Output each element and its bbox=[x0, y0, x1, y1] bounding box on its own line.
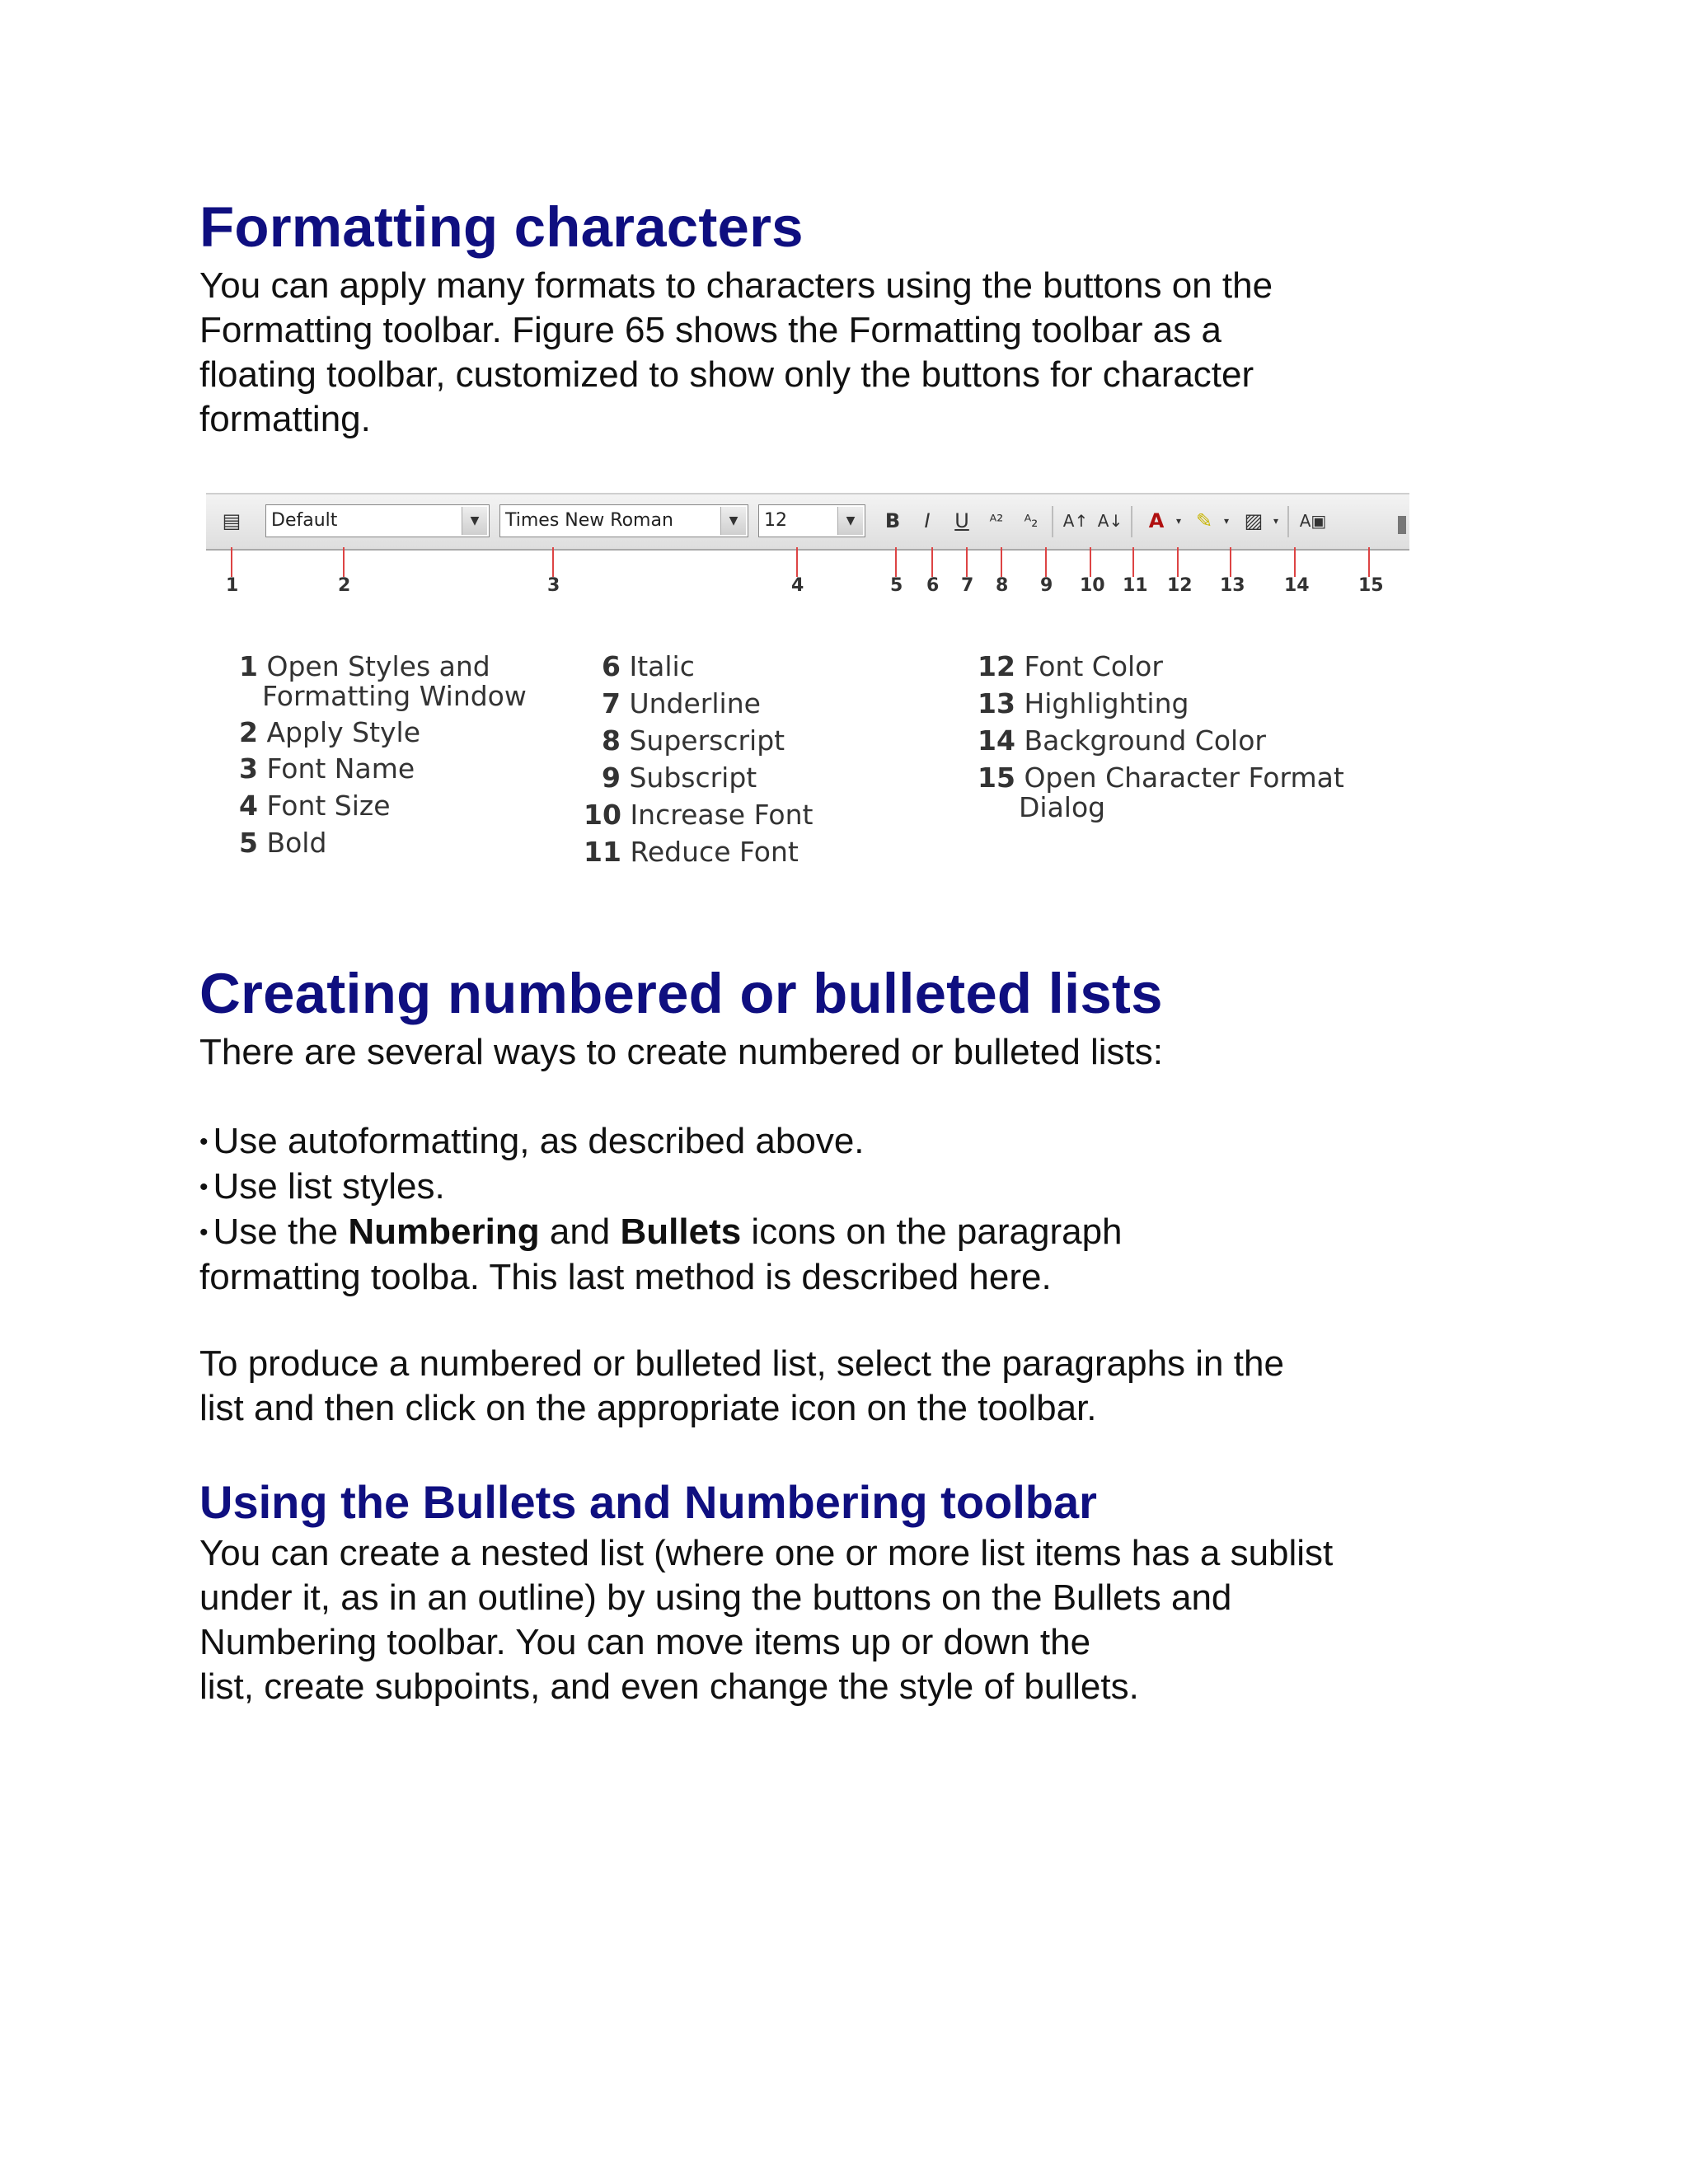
legend-label: Apply Style bbox=[266, 716, 421, 748]
list-item bbox=[199, 1165, 1403, 1210]
text-line: floating toolbar, customized to show only the buttons for character bbox=[199, 354, 1254, 395]
chevron-down-icon[interactable]: ▾ bbox=[1273, 515, 1279, 527]
formatting-toolbar bbox=[206, 493, 1409, 551]
legend-label: Superscript bbox=[629, 724, 785, 757]
heading-bullets-numbering-toolbar: Using the Bullets and Numbering toolbar bbox=[199, 1476, 1097, 1528]
list-item-text: and bbox=[539, 1212, 621, 1252]
callout-tick bbox=[552, 547, 554, 577]
font-size-value: 12 bbox=[764, 510, 787, 531]
styles-window-icon[interactable]: ▤ bbox=[222, 509, 241, 532]
legend-label: Reduce Font bbox=[630, 836, 799, 868]
callout-number: 11 bbox=[1123, 575, 1148, 596]
callout-tick bbox=[1230, 547, 1231, 577]
legend-number: 14 bbox=[978, 724, 1015, 757]
text-line: You can apply many formats to characters using the buttons on the bbox=[199, 265, 1273, 306]
legend-item bbox=[584, 796, 813, 833]
legend-number: 5 bbox=[239, 827, 258, 859]
legend-label: Font Color bbox=[1024, 650, 1163, 682]
paragraph-produce-list bbox=[199, 1342, 1403, 1431]
legend-number: 7 bbox=[602, 687, 621, 719]
paragraph-formatting-intro bbox=[199, 264, 1403, 442]
legend-number: 3 bbox=[239, 752, 258, 785]
legend-number: 6 bbox=[602, 650, 621, 682]
apply-style-combo[interactable] bbox=[265, 504, 490, 537]
legend-label: Font Size bbox=[266, 790, 391, 822]
toolbar-separator bbox=[1287, 506, 1289, 537]
legend-number: 13 bbox=[978, 687, 1015, 719]
heading-numbered-bulleted-lists: Creating numbered or bulleted lists bbox=[199, 962, 1163, 1025]
callout-tick bbox=[931, 547, 933, 577]
legend-label: Italic bbox=[629, 650, 695, 682]
paragraph-lists-intro: There are several ways to create numbered or bulleted lists: bbox=[199, 1032, 1164, 1072]
bullet-glyph: • bbox=[199, 1128, 209, 1155]
bullet-list bbox=[199, 1119, 1403, 1300]
underline-icon[interactable]: U bbox=[954, 509, 969, 532]
legend-item bbox=[239, 714, 420, 751]
text-line: list, create subpoints, and even change the style of bullets. bbox=[199, 1666, 1139, 1707]
legend-label: Open Styles and bbox=[266, 650, 490, 682]
callout-tick bbox=[1045, 547, 1047, 577]
list-item-text: icons on the paragraph bbox=[741, 1212, 1123, 1252]
bullet-glyph: • bbox=[199, 1219, 209, 1246]
legend-item-continued bbox=[262, 677, 527, 715]
bullet-glyph: • bbox=[199, 1174, 209, 1201]
legend-item bbox=[602, 648, 695, 685]
text-line: list and then click on the appropriate icon on the toolbar. bbox=[199, 1388, 1097, 1428]
heading-formatting-characters: Formatting characters bbox=[199, 195, 804, 259]
legend-item bbox=[978, 685, 1189, 722]
list-item-text: Use the bbox=[213, 1212, 349, 1252]
legend-number: 1 bbox=[239, 650, 258, 682]
legend-label: Font Name bbox=[266, 752, 415, 785]
list-item-continued: formatting toolba. This last method is described here. bbox=[199, 1257, 1052, 1297]
legend-label: Open Character Format bbox=[1024, 762, 1344, 794]
legend-item bbox=[239, 787, 391, 824]
legend-item bbox=[978, 648, 1163, 685]
legend-number: 10 bbox=[584, 799, 621, 831]
background-color-icon[interactable]: ▨ bbox=[1244, 509, 1264, 532]
subscript-icon[interactable]: ᴬ₂ bbox=[1024, 511, 1039, 531]
legend-item bbox=[584, 833, 799, 870]
callout-number: 2 bbox=[338, 575, 351, 596]
callout-tick bbox=[1001, 547, 1002, 577]
legend-label: Underline bbox=[629, 687, 761, 719]
font-name-value: Times New Roman bbox=[505, 510, 673, 531]
callout-number: 9 bbox=[1040, 575, 1053, 596]
legend-label: Dialog bbox=[1019, 791, 1106, 823]
character-format-dialog-icon[interactable]: A▣ bbox=[1299, 511, 1327, 531]
reduce-font-icon[interactable]: A↓ bbox=[1097, 511, 1123, 531]
toolbar-separator bbox=[1052, 506, 1053, 537]
legend-item bbox=[239, 824, 326, 861]
legend-item bbox=[239, 750, 415, 787]
text-line: formatting. bbox=[199, 399, 371, 439]
legend-number: 2 bbox=[239, 716, 258, 748]
legend-number: 4 bbox=[239, 790, 258, 822]
callout-tick bbox=[1177, 547, 1179, 577]
legend-number: 9 bbox=[602, 762, 621, 794]
callout-number: 12 bbox=[1167, 575, 1193, 596]
legend-item-continued bbox=[1019, 789, 1105, 826]
legend-label: Highlighting bbox=[1024, 687, 1189, 719]
callout-tick bbox=[1368, 547, 1370, 577]
callout-tick bbox=[966, 547, 968, 577]
increase-font-icon[interactable]: A↑ bbox=[1062, 511, 1089, 531]
font-name-combo[interactable] bbox=[499, 504, 748, 537]
chevron-down-icon[interactable]: ▾ bbox=[1175, 515, 1182, 527]
font-size-combo[interactable] bbox=[758, 504, 865, 537]
legend-label: Increase Font bbox=[630, 799, 814, 831]
callout-number: 3 bbox=[547, 575, 560, 596]
text-line: You can create a nested list (where one or more list items has a sublist bbox=[199, 1533, 1334, 1573]
legend-number: 12 bbox=[978, 650, 1015, 682]
paragraph-nested-list bbox=[199, 1531, 1419, 1709]
callout-number: 13 bbox=[1220, 575, 1245, 596]
apply-style-value: Default bbox=[271, 510, 338, 531]
callout-tick bbox=[343, 547, 345, 577]
callout-number: 6 bbox=[926, 575, 940, 596]
text-line: Numbering toolbar. You can move items up or down the bbox=[199, 1622, 1091, 1662]
callout-number: 10 bbox=[1080, 575, 1105, 596]
formatting-toolbar-figure bbox=[206, 493, 1409, 880]
italic-icon[interactable]: I bbox=[924, 509, 931, 532]
font-color-icon[interactable]: A bbox=[1148, 509, 1165, 532]
bullets-term: Bullets bbox=[620, 1212, 742, 1252]
callout-tick bbox=[1132, 547, 1134, 577]
bold-icon[interactable]: B bbox=[884, 509, 901, 532]
callout-number: 14 bbox=[1284, 575, 1310, 596]
list-item bbox=[199, 1210, 1403, 1255]
chevron-down-icon[interactable]: ▼ bbox=[462, 507, 487, 535]
callout-tick bbox=[1090, 547, 1091, 577]
superscript-icon[interactable]: ᴬ² bbox=[989, 511, 1004, 531]
callout-number: 5 bbox=[890, 575, 903, 596]
callout-tick bbox=[231, 547, 232, 577]
legend-number: 15 bbox=[978, 762, 1015, 794]
callout-tick bbox=[895, 547, 897, 577]
callout-tick bbox=[1294, 547, 1296, 577]
toolbar-separator bbox=[1131, 506, 1132, 537]
callout-number: 15 bbox=[1358, 575, 1384, 596]
chevron-down-icon[interactable]: ▼ bbox=[837, 507, 863, 535]
legend-item bbox=[602, 722, 785, 759]
callout-number: 7 bbox=[961, 575, 974, 596]
legend-label: Subscript bbox=[629, 762, 757, 794]
legend-number: 8 bbox=[602, 724, 621, 757]
callout-number: 8 bbox=[996, 575, 1009, 596]
list-item bbox=[199, 1119, 1403, 1165]
toolbar-legend bbox=[239, 648, 1393, 879]
list-item-text: Use autoformatting, as described above. bbox=[213, 1121, 865, 1161]
legend-label: Formatting Window bbox=[262, 680, 527, 712]
numbering-term: Numbering bbox=[348, 1212, 540, 1252]
callout-number: 4 bbox=[791, 575, 804, 596]
text-line: under it, as in an outline) by using the buttons on the Bullets and bbox=[199, 1577, 1232, 1618]
chevron-down-icon[interactable]: ▾ bbox=[1223, 515, 1230, 527]
legend-number: 11 bbox=[584, 836, 621, 868]
highlighting-icon[interactable]: ✎ bbox=[1195, 509, 1213, 532]
legend-item bbox=[978, 722, 1266, 759]
legend-label: Bold bbox=[266, 827, 327, 859]
legend-item bbox=[602, 685, 761, 722]
list-item-text: Use list styles. bbox=[213, 1166, 445, 1207]
legend-item bbox=[602, 759, 757, 796]
chevron-down-icon[interactable]: ▼ bbox=[720, 507, 746, 535]
text-line: To produce a numbered or bulleted list, select the paragraphs in the bbox=[199, 1343, 1284, 1384]
toolbar-grip[interactable] bbox=[1398, 516, 1406, 534]
legend-label: Background Color bbox=[1024, 724, 1266, 757]
callout-tick bbox=[796, 547, 798, 577]
text-line: Formatting toolbar. Figure 65 shows the Formatting toolbar as a bbox=[199, 310, 1221, 350]
callout-number: 1 bbox=[226, 575, 239, 596]
